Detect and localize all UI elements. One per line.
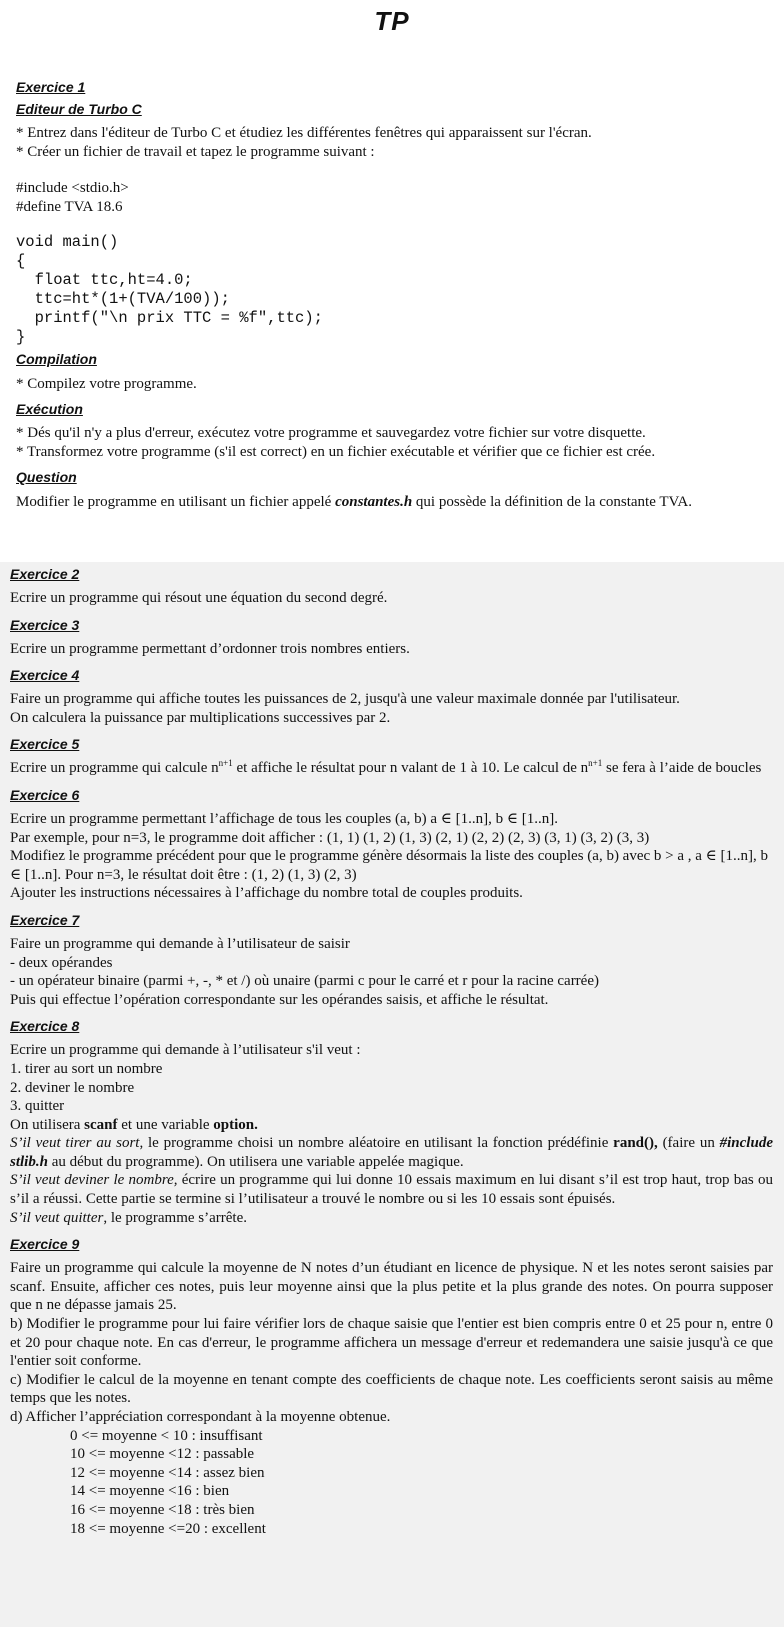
code-block	[16, 233, 768, 347]
execution-line-1: * Dés qu'il n'y a plus d'erreur, exécutez votre programme et sauvegardez votre fichier sur votre disquette.	[16, 424, 646, 441]
grade-item: 18 <= moyenne <=20 : excellent	[70, 1520, 266, 1537]
exercise-3-heading: Exercice 3	[10, 616, 80, 633]
exercise-3-text: Ecrire un programme permettant d’ordonner trois nombres entiers.	[10, 640, 410, 657]
exercise-8-scanf-line: On utilisera scanf et une variable option.	[10, 1116, 258, 1133]
constantes-filename: constantes.h	[335, 494, 413, 511]
exercise-7-line-4: Puis qui effectue l’opération correspondante sur les opérandes saisis, et affiche le résultat.	[10, 991, 549, 1008]
exercise-8-intro: Ecrire un programme qui demande à l’utilisateur s'il veut :	[10, 1042, 361, 1059]
code-line: }	[16, 328, 26, 347]
code-line: {	[16, 252, 26, 271]
exercise-6-heading: Exercice 6	[10, 786, 80, 803]
exercise-8-draw-paragraph: S’il veut tirer au sort, le programme choisi un nombre aléatoire en utilisant la fonction prédéfinie rand(), (faire un #include stlib.h au début du programme). On utilisera une variable appelée magique.	[10, 1135, 773, 1170]
include-line: #include <stdio.h>	[16, 180, 129, 197]
code-line: ttc=ht*(1+(TVA/100));	[16, 290, 230, 309]
code-line: float ttc,ht=4.0;	[16, 271, 193, 290]
exercise-1-line-2: * Créer un fichier de travail et tapez le programme suivant :	[16, 143, 375, 160]
compilation-text: * Compilez votre programme.	[16, 376, 197, 393]
exercise-8-option-1: 1. tirer au sort un nombre	[10, 1060, 163, 1077]
exercise-9-heading: Exercice 9	[10, 1236, 80, 1253]
exercise-7-line-2: - deux opérandes	[10, 954, 113, 971]
grade-item: 10 <= moyenne <12 : passable	[70, 1446, 255, 1463]
exercise-8-option-2: 2. deviner le nombre	[10, 1079, 135, 1096]
turbo-c-editor-heading: Editeur de Turbo C	[16, 101, 142, 117]
exercise-5-heading: Exercice 5	[10, 736, 80, 753]
grade-item: 12 <= moyenne <14 : assez bien	[70, 1464, 265, 1481]
exercise-6-line-4: Ajouter les instructions nécessaires à l’affichage du nombre total de couples produits.	[10, 885, 523, 902]
execution-heading: Exécution	[16, 400, 83, 417]
exercise-9-part-b: b) Modifier le programme pour lui faire vérifier lors de chaque saisie que l'entier est bien compris entre 0 et 25 pour n, entre 0 et 20 pour chaque note. En cas d'erreur, le programme affichera un message d'erreur et redemandera une saisie jusqu'à ce que l'entier soit conforme.	[10, 1316, 773, 1370]
exercise-7-line-3: - un opérateur binaire (parmi +, -, * et /) où unaire (parmi c pour le carré et r pour la racine carrée)	[10, 973, 599, 990]
exercise-8-heading: Exercice 8	[10, 1018, 80, 1035]
exercise-6-line-3: Modifiez le programme précédent pour que le programme génère désormais la liste des couples (a, b) avec b > a , a ∈ [1..n], b ∈ [1..n]. Pour n=3, le résultat doit être : (1, 2) (1, 3) (2, 3)	[10, 848, 769, 883]
exercise-1-line-1: * Entrez dans l'éditeur de Turbo C et étudiez les différentes fenêtres qui apparaissent sur l'écran.	[16, 125, 592, 141]
question-text: Modifier le programme en utilisant un fichier appelé constantes.h qui possède la définition de la constante TVA.	[16, 494, 692, 511]
exercise-9-part-d: d) Afficher l’appréciation correspondant à la moyenne obtenue.	[10, 1409, 391, 1425]
exercise-6-line-2: Par exemple, pour n=3, le programme doit afficher : (1, 1) (1, 2) (1, 3) (2, 1) (2, 2) (2, 3) (3, 1) (3, 2) (3, 3)	[10, 829, 650, 846]
exercises-2-9	[10, 564, 773, 1538]
exercise-8-quit-paragraph: S’il veut quitter, le programme s’arrête.	[10, 1209, 247, 1226]
question-heading: Question	[16, 469, 77, 486]
exercise-8-guess-paragraph: S’il veut deviner le nombre, écrire un programme qui lui donne 10 essais maximum en lui disant s’il est trop haut, trop bas ou s’il a réussi. Cette partie se termine si l’utilisateur a trouvé le nombre ou si les 10 essais sont épuisés.	[10, 1172, 773, 1208]
grade-item: 0 <= moyenne < 10 : insuffisant	[70, 1427, 263, 1444]
exercise-4-line-2: On calculera la puissance par multiplications successives par 2.	[10, 709, 391, 726]
grade-list	[10, 1427, 773, 1539]
exercise-8-option-3: 3. quitter	[10, 1098, 65, 1115]
exercise-1	[16, 77, 768, 512]
grade-item: 14 <= moyenne <16 : bien	[70, 1483, 230, 1500]
exercise-4-line-1: Faire un programme qui affiche toutes les puissances de 2, jusqu'à une valeur maximale donnée par l'utilisateur.	[10, 691, 680, 708]
exercise-7-line-1: Faire un programme qui demande à l’utilisateur de saisir	[10, 935, 350, 952]
execution-line-2: * Transformez votre programme (s'il est correct) en un fichier exécutable et vérifier que ce fichier est crée.	[16, 443, 656, 460]
define-line: #define TVA 18.6	[16, 198, 123, 215]
exercise-7-heading: Exercice 7	[10, 911, 80, 928]
exercise-2-heading: Exercice 2	[10, 566, 80, 582]
exercise-4-heading: Exercice 4	[10, 667, 80, 684]
grade-item: 16 <= moyenne <18 : très bien	[70, 1501, 255, 1518]
exercise-1-heading: Exercice 1	[16, 79, 86, 95]
exercise-9-part-a: Faire un programme qui calcule la moyenne de N notes d’un étudiant en licence de physique. N et les notes seront saisies par scanf. Ensuite, afficher ces notes, puis leur moyenne ainsi que la plus petite et la plus grande des notes. On pourra supposer que n ne dépasse jamais 25.	[10, 1260, 773, 1314]
exercise-9-part-c: c) Modifier le calcul de la moyenne en tenant compte des coefficients de chaque note. Les coefficients seront saisis au même temps que les notes.	[10, 1371, 773, 1407]
exercise-6-line-1: Ecrire un programme permettant l’affichage de tous les couples (a, b) a ∈ [1..n], b ∈ [1..n].	[10, 810, 558, 827]
exercise-5-text: Ecrire un programme qui calcule $n^{n+1}$ et affiche le résultat pour n valant de 1 à 10. Le calcul de $n^{n+1}$ se fera à l’aide de boucles	[10, 758, 762, 777]
compilation-heading: Compilation	[16, 351, 97, 368]
page-title: TP	[374, 6, 410, 36]
code-line: printf("\n prix TTC = %f",ttc);	[16, 309, 323, 328]
code-line: void main()	[16, 233, 119, 252]
exercise-2-text: Ecrire un programme qui résout une équation du second degré.	[10, 590, 388, 606]
